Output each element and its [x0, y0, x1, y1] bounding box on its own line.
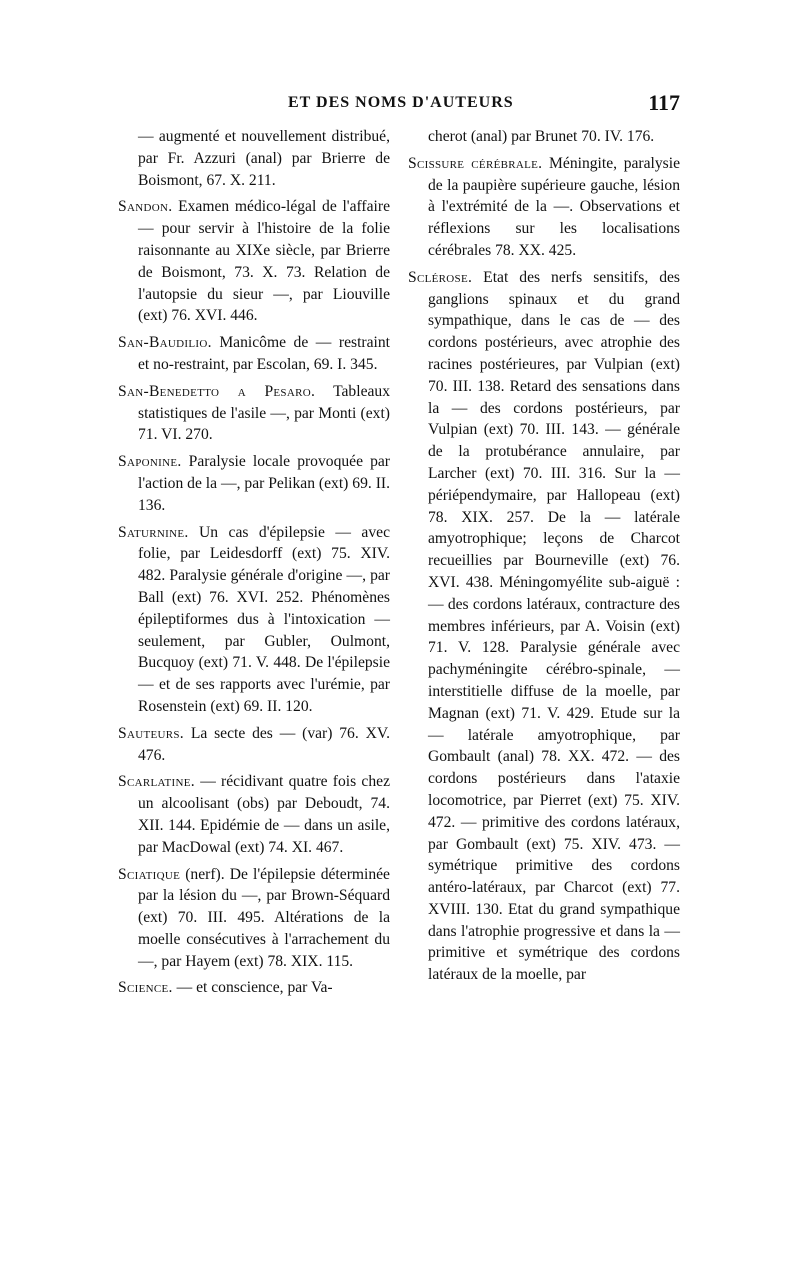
- index-entry: Sauteurs. La secte des — (var) 76. XV. 476.: [118, 724, 390, 764]
- running-title: ET DES NOMS D'AUTEURS: [288, 94, 514, 111]
- page-number: 117: [648, 90, 680, 115]
- index-entry: Sclérose. Etat des nerfs sensitifs, des ganglions spinaux et du grand sympathique, dans le cas de — des cordons postérieurs, avec atrophie des racines postérieures, par Vulpian (ext) 70. III. 138. Retard des sensations dans la — des cordons postérieurs, par Vulpian (ext) 70. III. 143. — générale de la protubérance annulaire, par Larcher (ext) 70. III. 316. Sur la — périépendymaire, par Hallopeau (ext) 78. XIX. 257. De la — latérale amyotrophique; leçons de Charcot recueillies par Bourneville (ext) 76. XVI. 438. Méningomyélite sub-aiguë : — des cordons latéraux, contracture des membres inférieurs, par A. Voisin (ext) 71. V. 128. Paralysie générale avec pachyméningite cérébro-spinale, — interstitielle diffuse de la moelle, par Magnan (ext) 71. V. 429. Etude sur la — latérale amyotrophique, par Gombault (anal) 78. XX. 472. — des cordons postérieurs dans l'ataxie locomotrice, par Pierret (ext) 75. XIV. 472. — primitive des cordons latéraux, par Gombault (ext) 75. XIV. 473. — symétrique primitive des cordons antéro-latéraux, par Charcot (ext) 77. XVIII. 130. Etat du grand sympathique dans l'atrophie progressive et dans la — primitive et symétrique des cordons latéraux de la moelle, par: [408, 268, 680, 984]
- index-entry: Saturnine. Un cas d'épilepsie — avec folie, par Leidesdorff (ext) 75. XIV. 482. Paralysie générale d'origine —, par Ball (ext) 76. XVI. 252. Phénomènes épileptiformes dus à l'intoxication — seulement, par Gubler, Oulmont, Bucquoy (ext) 71. V. 448. De l'épilepsie — et de ses rapports avec l'urémie, par Rosenstein (ext) 69. II. 120.: [118, 523, 390, 715]
- index-entry: cherot (anal) par Brunet 70. IV. 176.: [428, 128, 655, 145]
- index-entry: Sandon. Examen médico-légal de l'affaire — pour servir à l'histoire de la folie raisonnante au XIXe siècle, par Brierre de Boismont, 73. X. 73. Relation de l'autopsie du sieur —, par Liouville (ext) 76. XVI. 446.: [118, 198, 390, 325]
- page-header: [118, 92, 680, 122]
- index-entry: Scarlatine. — récidivant quatre fois chez un alcoolisant (obs) par Deboudt, 74. XII. 144. Epidémie de — dans un asile, par MacDowal (ext) 74. XI. 467.: [118, 773, 390, 856]
- index-entry: San-Baudilio. Manicôme de — restraint et no-restraint, par Escolan, 69. I. 345.: [118, 334, 390, 373]
- right-column: [408, 126, 680, 991]
- index-entry: Science. — et conscience, par Va-: [118, 979, 333, 997]
- index-entry: San-Benedetto a Pesaro. Tableaux statistiques de l'asile —, par Monti (ext) 71. VI. 270.: [118, 382, 391, 444]
- index-entry: Scissure cérébrale. Méningite, paralysie de la paupière supérieure gauche, lésion à l'extrémité de la —. Observations et réflexions sur les localisations cérébrales 78. XX. 425.: [408, 154, 680, 259]
- index-entry: — augmenté et nouvellement distribué, par Fr. Azzuri (anal) par Brierre de Boismont, 67. X. 211.: [138, 128, 390, 189]
- index-entry: Saponine. Paralysie locale provoquée par l'action de la —, par Pelikan (ext) 69. II. 136.: [118, 453, 390, 514]
- index-entry: Sciatique (nerf). De l'épilepsie déterminée par la lésion du —, par Brown-Séquard (ext) 70. III. 495. Altérations de la moelle consécutives à l'arrachement du —, par Hayem (ext) 78. XIX. 115.: [118, 865, 390, 970]
- left-column: [118, 126, 390, 1004]
